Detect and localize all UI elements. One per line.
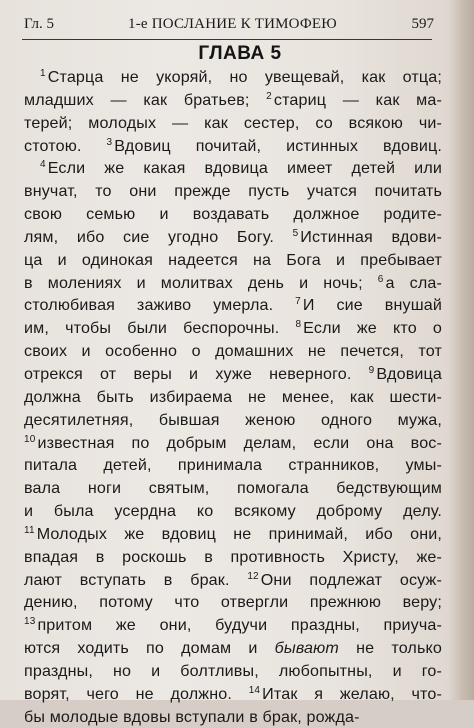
text-line xyxy=(24,546,442,569)
text-line xyxy=(24,226,442,249)
verse-number: 14 xyxy=(248,684,261,696)
text-line xyxy=(24,135,442,158)
book-title: 1-е ПОСЛАНИЕ К ТИМОФЕЮ xyxy=(128,16,337,32)
text-segment: стотою. xyxy=(24,136,107,155)
text-line xyxy=(24,432,442,455)
text-line xyxy=(24,614,442,637)
verse-number: 1 xyxy=(40,68,46,79)
text-line xyxy=(24,454,442,477)
text-line xyxy=(24,294,442,317)
text-line xyxy=(24,66,442,89)
text-segment: свою семью и воздавать должное родите- xyxy=(24,205,442,224)
text-line xyxy=(24,386,442,409)
text-segment: Старца не укоряй, но увещевай, как отца; xyxy=(47,68,442,86)
text-line xyxy=(24,340,442,363)
text-segment: десятилетняя, бывшая женою одного мужа, xyxy=(24,410,442,429)
text-segment: им, чтобы были беспорочны. xyxy=(24,319,296,338)
text-segment: Истинная вдови- xyxy=(300,227,442,246)
header-rule xyxy=(22,39,432,40)
text-segment: Они подлежат осуж- xyxy=(260,570,442,589)
text-line xyxy=(24,112,442,135)
verse-number: 6 xyxy=(377,273,384,285)
text-line xyxy=(24,660,442,683)
text-segment: младших — как братьев; xyxy=(24,90,267,109)
text-segment: терей; молодых — как сестер, со всякою чи- xyxy=(24,113,442,132)
italic-word: бывают xyxy=(274,639,339,658)
text-segment: ворят, чего не должно. xyxy=(24,684,249,703)
text-line xyxy=(24,409,442,432)
text-line xyxy=(24,683,442,706)
text-segment: И сие внушай xyxy=(302,296,442,315)
text-line xyxy=(24,180,442,203)
text-segment: притом же они, будучи праздны, приуча- xyxy=(37,616,442,635)
text-segment: ются ходить по домам и xyxy=(24,639,275,658)
text-line xyxy=(24,89,442,112)
verse-number: 3 xyxy=(106,136,113,148)
text-segment: Молодых же вдовиц не принимай, ибо они, xyxy=(36,524,442,543)
text-segment: вала ноги святым, помогала бедствующим xyxy=(24,479,442,498)
verse-number: 5 xyxy=(292,227,299,239)
page-number: 597 xyxy=(411,16,434,32)
text-line xyxy=(24,591,442,614)
text-segment: отрекся от веры и хуже неверного. xyxy=(24,364,369,383)
text-segment: стариц — как ма- xyxy=(273,90,442,109)
text-line xyxy=(24,569,442,592)
text-segment: впадая в роскошь в противность Христу, же- xyxy=(24,547,442,566)
text-line xyxy=(24,203,442,226)
verse-number: 2 xyxy=(266,90,272,102)
text-segment: лям, ибо сие угодно Богу. xyxy=(24,227,293,246)
chapter-heading: ГЛАВА 5 xyxy=(198,43,282,64)
body-text xyxy=(24,66,442,728)
verse-number: 8 xyxy=(295,319,302,331)
text-segment: известная по добрым делам, если она вос- xyxy=(37,433,442,452)
running-head xyxy=(22,8,454,38)
text-segment: Если же кто о xyxy=(303,319,443,338)
text-segment: своих и особенно о домашних не печется, тот xyxy=(24,342,442,361)
text-segment: дению, потому что отвергли прежнюю веру; xyxy=(24,593,442,612)
chapter-reference: Гл. 5 xyxy=(24,16,55,32)
text-line xyxy=(24,523,442,546)
text-segment: бы молодые вдовы вступали в брак, рожда- xyxy=(24,707,360,726)
text-segment: ца и одинокая надеется на Бога и пребывает xyxy=(24,250,442,269)
text-segment: внучат, то они прежде пусть учатся почитать xyxy=(24,182,442,201)
text-line xyxy=(24,477,442,500)
verse-number: 4 xyxy=(40,159,46,171)
text-segment: Итак я желаю, что- xyxy=(262,684,442,703)
text-line xyxy=(24,363,442,386)
text-line xyxy=(24,272,442,295)
verse-number: 11 xyxy=(24,524,35,536)
text-segment: столюбивая заживо умерла. xyxy=(24,296,296,315)
text-line xyxy=(24,249,442,272)
verse-number: 12 xyxy=(247,570,259,582)
text-segment: а сла- xyxy=(385,273,442,292)
text-segment: Вдовица xyxy=(376,364,442,383)
page-edge-shadow xyxy=(448,0,474,700)
text-segment: и была усердна ко всякому доброму делу. xyxy=(24,502,442,521)
text-line xyxy=(24,706,442,728)
text-segment: праздны, но и болтливы, любопытны, и го- xyxy=(24,661,442,680)
text-segment: лают вступать в брак. xyxy=(24,570,248,589)
verse-number: 7 xyxy=(295,296,301,308)
text-line xyxy=(24,637,442,660)
text-segment: должна быть избираема не менее, как шести- xyxy=(24,387,442,406)
verse-number: 9 xyxy=(368,364,375,376)
text-line xyxy=(24,317,442,340)
text-segment: Вдовиц почитай, истинных вдовиц. xyxy=(114,136,442,155)
verse-number: 13 xyxy=(24,616,36,628)
verse-number: 10 xyxy=(24,433,36,445)
text-segment: в молениях и молитвах день и ночь; xyxy=(24,273,378,292)
text-segment: питала детей, принимала странников, умы- xyxy=(24,456,442,475)
text-segment: не только xyxy=(338,639,442,658)
text-line xyxy=(24,500,442,523)
text-segment: Если же какая вдовица имеет детей или xyxy=(47,159,442,178)
text-line xyxy=(24,157,442,180)
